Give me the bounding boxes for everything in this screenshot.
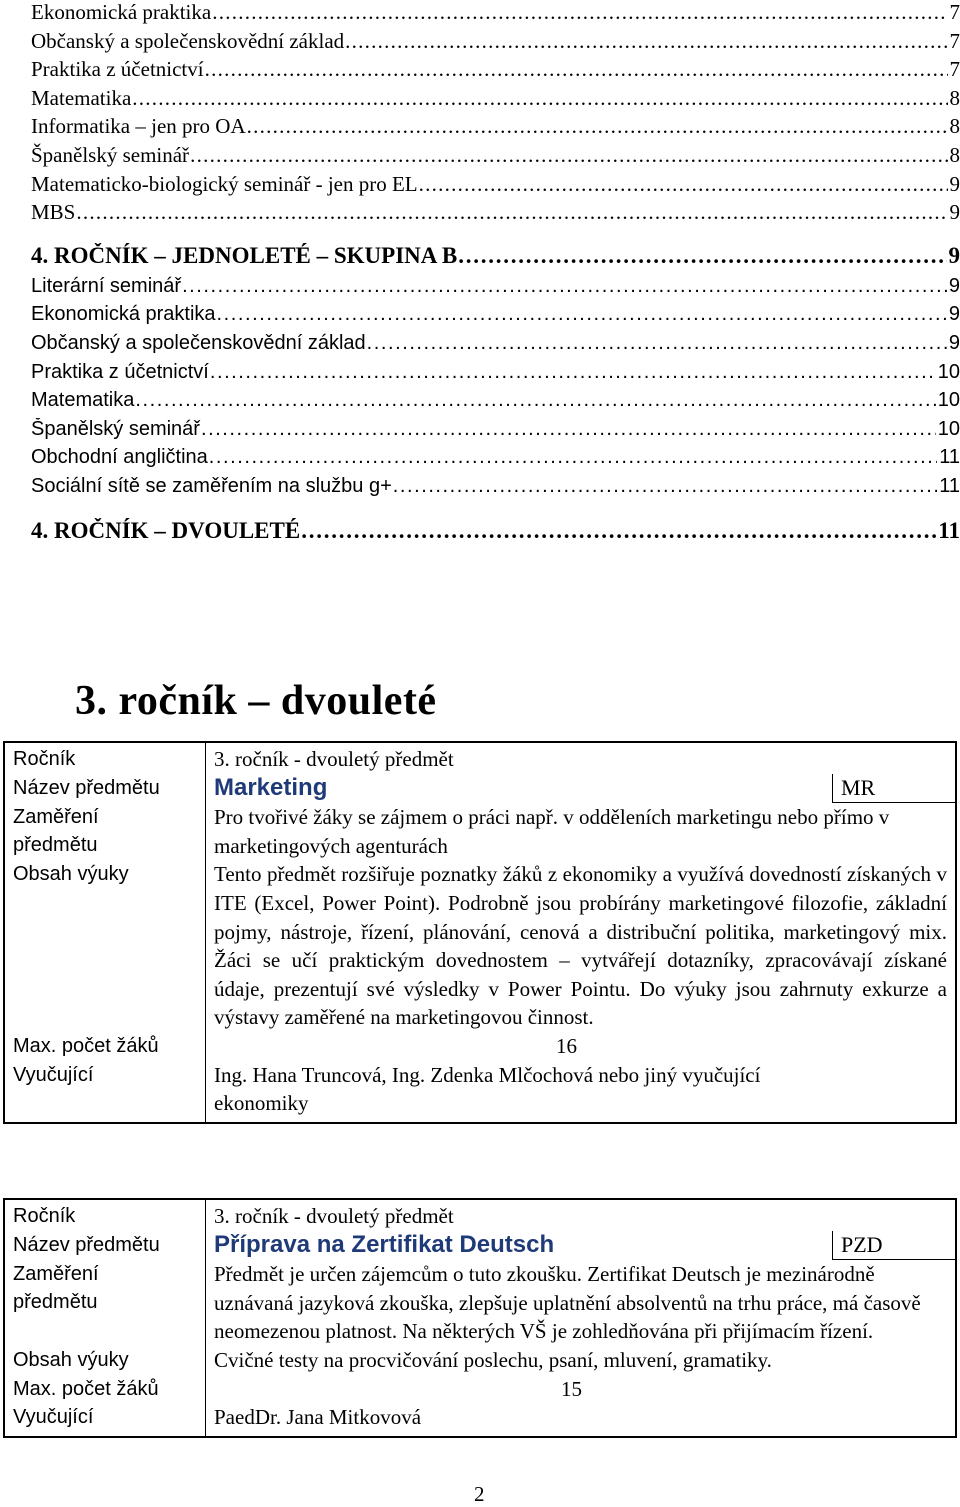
label-vyucujici: Vyučující xyxy=(4,1403,206,1437)
toc-entry[interactable] xyxy=(31,0,960,29)
toc-entry[interactable] xyxy=(31,86,960,115)
toc-entry-title: Praktika z účetnictví xyxy=(31,360,209,383)
label-zamereni: Zaměření předmětu xyxy=(4,803,206,861)
toc-heading-page: 11 xyxy=(938,517,960,543)
label-zamereni: Zaměření předmětu xyxy=(4,1260,206,1346)
subject-table xyxy=(3,1198,957,1438)
toc-entry-page: 9 xyxy=(948,303,960,326)
toc-entry-page: 8 xyxy=(949,114,960,139)
toc-entry-page: 7 xyxy=(949,57,960,82)
subject-table xyxy=(3,741,957,1124)
section-title: 3. ročník – dvouleté xyxy=(75,678,437,724)
toc-entry-page: 9 xyxy=(948,331,960,354)
toc-entry-page: 11 xyxy=(939,474,960,497)
toc-entry[interactable] xyxy=(31,57,960,86)
toc-entry-title: Obchodní angličtina xyxy=(31,446,208,469)
toc-entry-page: 10 xyxy=(937,360,960,383)
zamereni-value: Pro tvořivé žáky se zájmem o práci např. v odděleních marketingu nebo přímo v marketingových agenturách xyxy=(214,805,890,858)
toc-entry-title: MBS xyxy=(31,200,76,225)
label-max: Max. počet žáků xyxy=(4,1375,206,1404)
toc-entry-title: Občanský a společenskovědní základ xyxy=(31,331,366,354)
toc-entry-page: 8 xyxy=(949,85,960,110)
label-max: Max. počet žáků xyxy=(4,1032,206,1061)
toc-heading-title: 4. ROČNÍK – DVOULETÉ xyxy=(31,517,301,543)
toc-entry-title: Matematika xyxy=(31,85,132,110)
toc-entry-title: Informatika – jen pro OA xyxy=(31,114,246,139)
toc-entry-page: 9 xyxy=(948,274,960,297)
label-nazev: Název předmětu xyxy=(4,1231,206,1260)
label-vyucujici: Vyučující xyxy=(4,1061,206,1123)
toc-entry[interactable] xyxy=(31,475,960,504)
page-number: 2 xyxy=(474,1482,485,1506)
toc-entry-title: Sociální sítě se zaměřením na službu g+ xyxy=(31,474,392,497)
toc-entry[interactable] xyxy=(31,200,960,229)
vyucujici-value: Ing. Hana Truncová, Ing. Zdenka Mlčochová nebo jiný vyučující ekonomiky xyxy=(214,1062,761,1116)
toc-entry-page: 9 xyxy=(949,171,960,196)
zamereni-value: Předmět je určen zájemcům o tuto zkoušku. Zertifikat Deutsch je mezinárodně uznávaná jazyková zkouška, zlepšuje uplatnění absolventů na trhu práce, má časově neomezenou platnost. Na některých VŠ je zohledňována při přijímacím řízení. xyxy=(214,1262,921,1344)
toc-entry[interactable] xyxy=(31,114,960,143)
toc-entry-page: 8 xyxy=(949,142,960,167)
toc-entry-title: Španělský seminář xyxy=(31,142,190,167)
toc-entry-title: Literární seminář xyxy=(31,274,182,297)
toc-entry[interactable] xyxy=(31,143,960,172)
toc-entry[interactable] xyxy=(31,446,960,475)
toc-heading[interactable] xyxy=(31,518,960,550)
toc-entry[interactable] xyxy=(31,303,960,332)
label-rocnik: Ročník xyxy=(4,742,206,774)
toc-entry-page: 9 xyxy=(949,200,960,225)
toc-entry-title: Ekonomická praktika xyxy=(31,0,212,24)
toc-entry-page: 7 xyxy=(949,0,960,24)
toc-entry-page: 10 xyxy=(937,389,960,412)
toc-entry[interactable] xyxy=(31,332,960,361)
toc-entry[interactable] xyxy=(31,361,960,390)
subject-code: PZD xyxy=(833,1231,957,1260)
obsah-value: Cvičné testy na procvičování poslechu, psaní, mluvení, gramatiky. xyxy=(214,1347,772,1372)
toc-heading[interactable] xyxy=(31,243,960,275)
rocnik-value: 3. ročník - dvouletý předmět xyxy=(214,1204,454,1228)
obsah-value: Tento předmět rozšiřuje poznatky žáků z ekonomiky a využívá dovedností získaných v ITE (Excel, Power Point). Podrobně jsou probírány marketingové filozofie, základní pojmy, nástroje, řízení, plánování, cenová a distribuční politika, marketingový mix. Žáci se učí praktickým dovednostem – vytvářejí dotazníky, zpracovávají získané údaje, prezentují své výsledky v Power Pointu. Do výuky jsou zahrnuty exkurze a výstavy zaměřené na marketingovou činnost. xyxy=(214,862,947,1030)
toc-entry-title: Občanský a společenskovědní základ xyxy=(31,28,345,53)
subject-name: Marketing xyxy=(214,773,328,801)
toc-heading-title: 4. ROČNÍK – JEDNOLETÉ – SKUPINA B xyxy=(31,242,458,268)
toc-entry-page: 11 xyxy=(939,446,960,469)
toc-entry-page: 7 xyxy=(949,28,960,53)
toc-entry[interactable] xyxy=(31,29,960,58)
subject-name: Příprava na Zertifikat Deutsch xyxy=(214,1230,555,1258)
label-obsah: Obsah výuky xyxy=(4,860,206,1032)
toc-entry-title: Praktika z účetnictví xyxy=(31,57,204,82)
label-rocnik: Ročník xyxy=(4,1199,206,1231)
toc-entry-title: Matematika xyxy=(31,389,135,412)
toc-entry-title: Španělský seminář xyxy=(31,417,200,440)
max-value: 16 xyxy=(556,1033,577,1058)
subject-code: MR xyxy=(833,774,957,803)
label-nazev: Název předmětu xyxy=(4,774,206,803)
max-value: 15 xyxy=(561,1376,582,1401)
toc-entry-title: Ekonomická praktika xyxy=(31,303,216,326)
toc-entry-title: Matematicko-biologický seminář - jen pro EL xyxy=(31,171,418,196)
label-obsah: Obsah výuky xyxy=(4,1346,206,1375)
toc-entry[interactable] xyxy=(31,172,960,201)
toc-entry[interactable] xyxy=(31,389,960,418)
rocnik-value: 3. ročník - dvouletý předmět xyxy=(214,747,454,771)
toc-entry-page: 10 xyxy=(937,417,960,440)
toc-entry[interactable] xyxy=(31,275,960,304)
toc-heading-page: 9 xyxy=(948,242,960,268)
toc-entry[interactable] xyxy=(31,418,960,447)
table-of-contents xyxy=(31,0,960,550)
vyucujici-value: PaedDr. Jana Mitkovová xyxy=(214,1405,422,1430)
